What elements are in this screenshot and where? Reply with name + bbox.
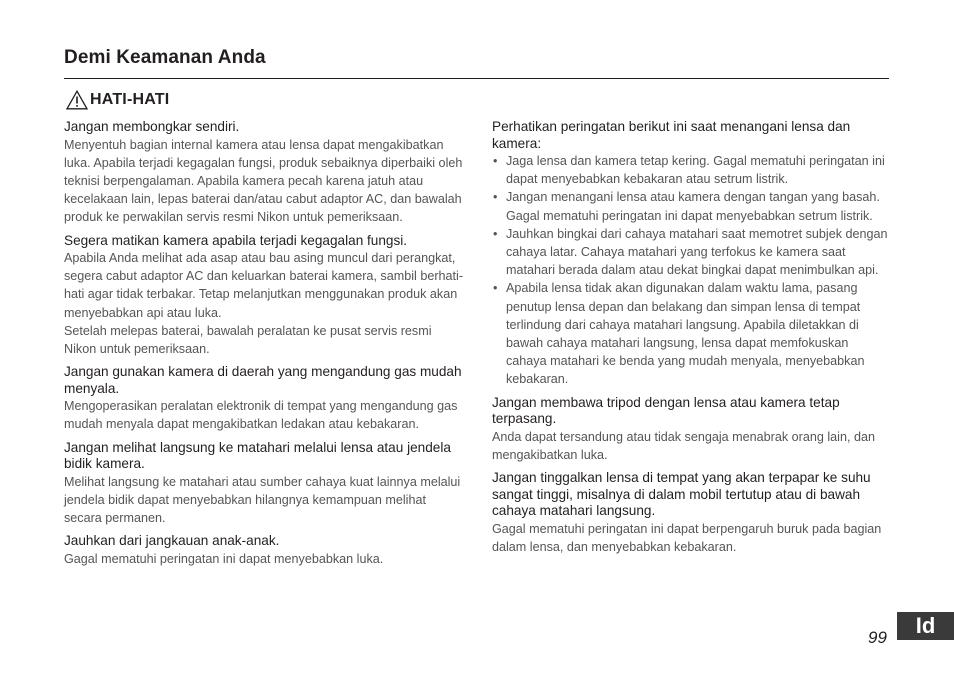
section-heading: Jangan membawa tripod dengan lensa atau kamera tetap terpasang. [492, 394, 840, 427]
list-item: • Jaga lensa dan kamera tetap kering. Gagal mematuhi peringatan ini dapat menyebabkan kebakaran atau setrum listrik. [492, 152, 890, 188]
list-item: • Jauhkan bingkai dari cahaya matahari saat memotret subjek dengan cahaya latar. Cahaya matahari yang terfokus ke kamera saat matahari berada dalam atau dekat bingkai dapat menimbulkan api. [492, 225, 890, 280]
section-body: Apabila Anda melihat ada asap atau bau asing muncul dari perangkat, segera cabut adaptor AC dan keluarkan baterai kamera, sambil berhati-hati agar tidak terbakar. Tetap melanjutkan menggunakan produk akan menyebabkan api atau luka. [64, 251, 464, 320]
warning-triangle-icon [66, 90, 88, 110]
section-body: Melihat langsung ke matahari atau sumber cahaya kuat lainnya melalui jendela bidik dapat menyebabkan hilangnya kemampuan melihat secara permanen. [64, 474, 461, 526]
page-title: Demi Keamanan Anda [64, 47, 266, 68]
page-number: 99 [868, 628, 887, 647]
section-heading: Jangan tinggalkan lensa di tempat yang akan terpapar ke suhu sangat tinggi, misalnya di dalam mobil tertutup atau di bawah cahaya matahari langsung. [492, 470, 871, 519]
section-heading: Perhatikan peringatan berikut ini saat menangani lensa dan kamera: [492, 119, 851, 151]
section-body: Anda dapat tersandung atau tidak sengaja menabrak orang lain, dan mengakibatkan luka. [492, 429, 875, 462]
caution-header [66, 90, 169, 110]
left-column [64, 119, 464, 574]
caution-label: HATI-HATI [90, 91, 170, 108]
section-body-continued: Setelah melepas baterai, bawalah peralatan ke pusat servis resmi Nikon untuk pemeriksaan. [64, 323, 432, 357]
language-tab: Id [897, 612, 954, 640]
right-column [492, 119, 890, 562]
section-heading: Jangan gunakan kamera di daerah yang mengandung gas mudah menyala. [64, 364, 462, 396]
section-tripod [492, 395, 890, 464]
section-sun-viewfinder [64, 440, 464, 528]
section-children [64, 533, 464, 568]
section-handling [492, 119, 890, 389]
section-body: Mengoperasikan peralatan elektronik di tempat yang mengandung gas mudah menyala dapat mengakibatkan ledakan atau kebakaran. [64, 399, 458, 432]
section-heading: Jangan membongkar sendiri. [64, 119, 240, 134]
bullet-list [492, 152, 890, 389]
section-heading: Jangan melihat langsung ke matahari melalui lensa atau jendela bidik kamera. [64, 439, 451, 472]
section-heading: Segera matikan kamera apabila terjadi kegagalan fungsi. [64, 232, 408, 248]
section-body: Gagal mematuhi peringatan ini dapat berpengaruh buruk pada bagian dalam lensa, dan menyebabkan kebakaran. [492, 521, 882, 554]
section-body: Menyentuh bagian internal kamera atau lensa dapat mengakibatkan luka. Apabila terjadi kegagalan fungsi, produk sebaiknya diperbaiki oleh teknisi berpengalaman. Apabila kamera pecah karena jatuh atau kecelakaan lain, lepas baterai dan/atau cabut adaptor AC, dan bawalah produk ke perwakilan servis resmi Nikon untuk pemeriksaan. [64, 137, 463, 225]
section-flammable-gas [64, 364, 464, 433]
section-body: Gagal mematuhi peringatan ini dapat menyebabkan luka. [64, 551, 384, 566]
section-disassemble [64, 119, 464, 227]
section-heading: Jauhkan dari jangkauan anak-anak. [64, 533, 280, 549]
list-item: • Apabila lensa tidak akan digunakan dalam waktu lama, pasang penutup lensa depan dan belakang dan simpan lensa di tempat terlindung dari cahaya matahari langsung. Apabila diletakkan di bawah cahaya matahari langsung, lensa dapat memfokuskan cahaya matahari ke benda yang mudah menyala, menyebabkan kebakaran. [492, 279, 890, 388]
title-divider [64, 78, 889, 79]
list-item: • Jangan menangani lensa atau kamera dengan tangan yang basah. Gagal mematuhi peringatan ini dapat menyebabkan setrum listrik. [492, 188, 890, 224]
section-malfunction [64, 233, 464, 359]
section-heat [492, 470, 890, 556]
